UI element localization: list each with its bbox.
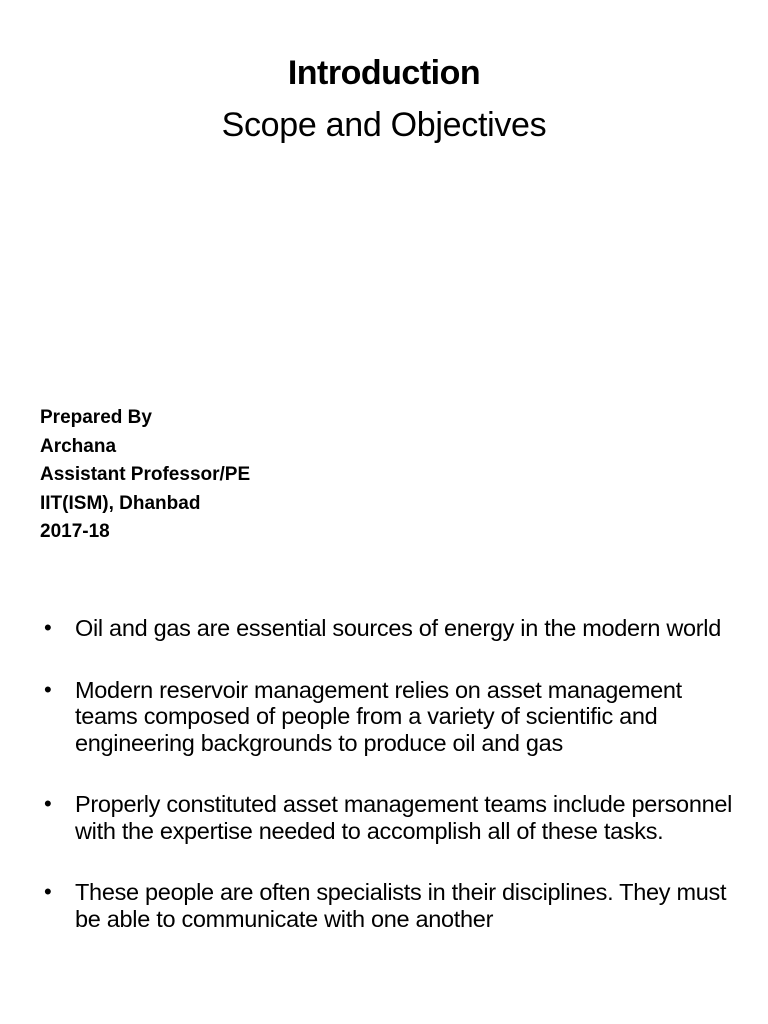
author-designation: Assistant Professor/PE [40,464,251,485]
prepared-by-label: Prepared By [40,407,152,428]
bullet-icon: • [44,879,52,904]
author-institute: IIT(ISM), Dhanbad [40,492,201,514]
bullet-icon: • [44,615,52,640]
bullet-icon: • [44,791,52,816]
author-name: Archana [40,435,117,457]
bullet-icon: • [44,676,52,702]
bullet-text: Modern reservoir management relies on asset management teams composed of people from a variety of scientific and engineering backgrounds to produce oil and gas [75,676,682,756]
bullet-item [44,615,744,642]
slide-title: Introduction [287,54,481,92]
academic-session: 2017-18 [40,521,110,542]
bullet-text: Oil and gas are essential sources of energy in the modern world [75,615,721,641]
bullet-list [44,615,744,967]
bullet-text: Properly constituted asset management teams include personnel with the expertise needed to accomplish all of these tasks. [75,791,733,844]
bullet-item [44,677,744,757]
bullet-text: These people are often specialists in their disciplines. They must be able to communicate with one another [75,879,727,932]
author-block [40,404,250,547]
bullet-item [44,879,744,932]
bullet-item [44,791,744,844]
slide-subtitle: Scope and Objectives [221,106,547,144]
